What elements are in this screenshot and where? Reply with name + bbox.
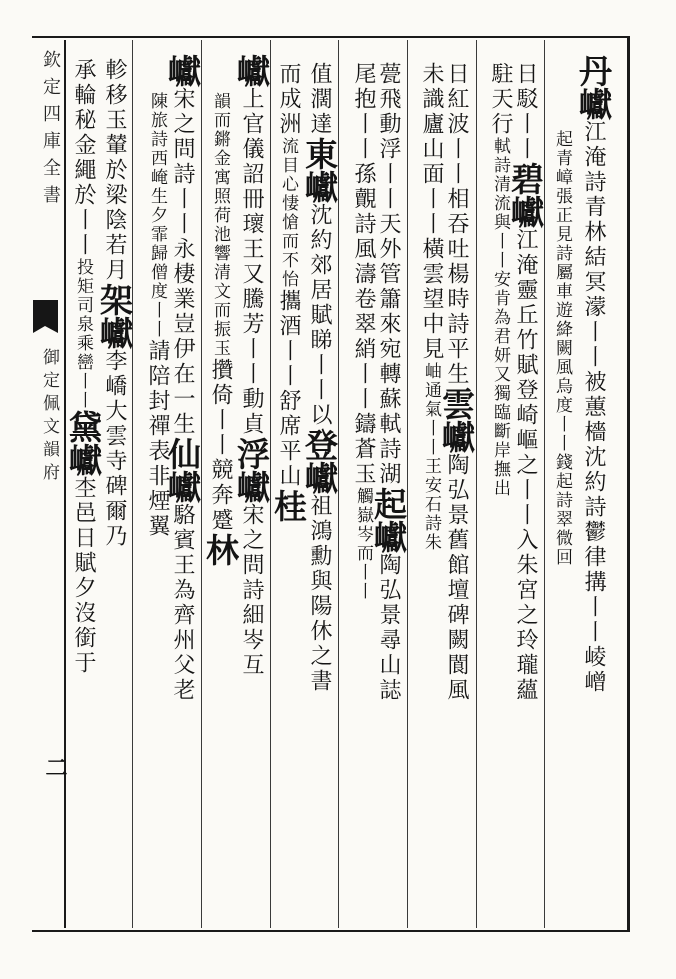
headword: 起巘 <box>369 487 408 553</box>
entry-text: 江淹詩青林結冥濛丨丨被蕙檣沈約詩鬱律搆丨丨崚嶒 <box>581 120 606 695</box>
text-column <box>95 58 134 918</box>
text-column <box>346 62 374 918</box>
headword: 黛巘 <box>64 410 103 476</box>
headword: 巘 <box>163 54 202 87</box>
entry-text: 軾詩清流與丨丨安肯為君妍又獨臨斷岸撫出 <box>490 137 510 498</box>
text-column <box>269 62 308 918</box>
text-column <box>64 58 103 918</box>
entry-text: 未識廬山面丨丨橫雲望中見 <box>419 62 444 362</box>
headword: 林 <box>201 533 240 566</box>
entry-text: 宋之問詩細岑互 <box>239 503 264 678</box>
column-rule <box>476 40 477 928</box>
entry-text: 值濶達 <box>307 62 332 137</box>
entry-text: 沈約郊居賦睇丨丨以 <box>307 203 332 428</box>
entry-text: 請陪封禪表非煙翼 <box>145 339 170 539</box>
text-column <box>506 62 545 918</box>
entry-text: 攜酒丨丨舒席平山 <box>276 289 301 489</box>
page-number: 二 <box>42 756 68 778</box>
column-rule <box>132 40 133 928</box>
headword: 架巘 <box>95 283 134 349</box>
entry-text: 甍飛動浮丨丨天外管簫來宛轉蘇軾詩湖 <box>376 62 401 487</box>
text-column <box>369 62 408 918</box>
text-column <box>551 130 573 920</box>
headword: 碧巘 <box>506 162 545 228</box>
section-title: 御定佩文韻府 <box>39 348 59 486</box>
entry-text: 杢邑日賦夕沒銜于 <box>71 476 96 676</box>
headword: 仙巘 <box>163 437 202 503</box>
entry-text: 韻而鏘金寓照荷池響清文而振玉 <box>210 92 230 358</box>
headword: 東巘 <box>300 137 339 203</box>
entry-text: 陶弘景尋山誌 <box>376 553 401 703</box>
entry-text: 尾抱丨丨孫覿詩風濤卷翠綃丨丨鑄蒼玉 <box>351 62 376 487</box>
text-column <box>437 62 476 918</box>
entry-text: 駱賓王為齊州父老 <box>170 503 195 703</box>
margin-rule <box>64 40 66 928</box>
entry-text: 陶弘景舊館壇碑闕閬風 <box>444 453 469 703</box>
text-column <box>201 92 240 918</box>
entry-text: 投矩司泉乘巒丨丨 <box>73 258 93 410</box>
headword: 桂 <box>269 489 308 522</box>
entry-text: 而成洲 <box>276 62 301 137</box>
entry-text: 李嶠大雲寺碑爾乃 <box>102 349 127 549</box>
entry-text: 承輪秘金繩於丨丨 <box>71 58 96 258</box>
text-column <box>483 62 511 918</box>
text-column <box>414 62 442 918</box>
entry-text: 攢倚丨丨競奔蹙 <box>208 358 233 533</box>
entry-text: 陳旅詩西崦生夕霏歸僧度丨丨 <box>147 92 167 339</box>
headword: 雲巘 <box>437 387 476 453</box>
entry-text: 江淹靈丘竹賦登崎嶇之丨丨入朱宮之玲瓏蘊 <box>513 228 538 703</box>
headword: 巘 <box>232 54 271 87</box>
entry-text: 觸嶽岑而丨丨 <box>353 487 373 601</box>
entry-text: 軫移玉輦於梁陰若月 <box>102 58 127 283</box>
headword: 浮巘 <box>232 437 271 503</box>
text-column <box>140 92 168 918</box>
fish-tail-mark <box>33 300 58 326</box>
headword: 丹巘 <box>574 54 613 120</box>
entry-text: 祖鴻勳與陽休之書 <box>307 494 332 694</box>
entry-text: 起青嶂張正見詩屬車遊絳闕風烏度丨丨錢起詩翠微回 <box>552 130 572 567</box>
entry-text: 宋之問詩丨丨永棲業豈伊在一生 <box>170 87 195 437</box>
entry-text: 日駁丨丨 <box>513 62 538 162</box>
entry-text: 駐天行 <box>488 62 513 137</box>
book-title: 欽定四庫全書 <box>40 50 61 212</box>
entry-text: 流目心悽愴而不怡 <box>278 137 298 289</box>
text-column <box>300 62 339 918</box>
headword: 登巘 <box>300 428 339 494</box>
entry-text: 上官儀詔冊瓌王又騰芳丨丨動貞 <box>239 87 264 437</box>
text-column <box>232 54 271 918</box>
text-column <box>163 54 202 918</box>
column-rule <box>407 40 408 928</box>
entry-text: 日紅波丨丨相吞吐楊時詩平生 <box>444 62 469 387</box>
text-column <box>574 54 613 914</box>
entry-text: 岫通氣丨丨王安石詩朱 <box>421 362 441 552</box>
